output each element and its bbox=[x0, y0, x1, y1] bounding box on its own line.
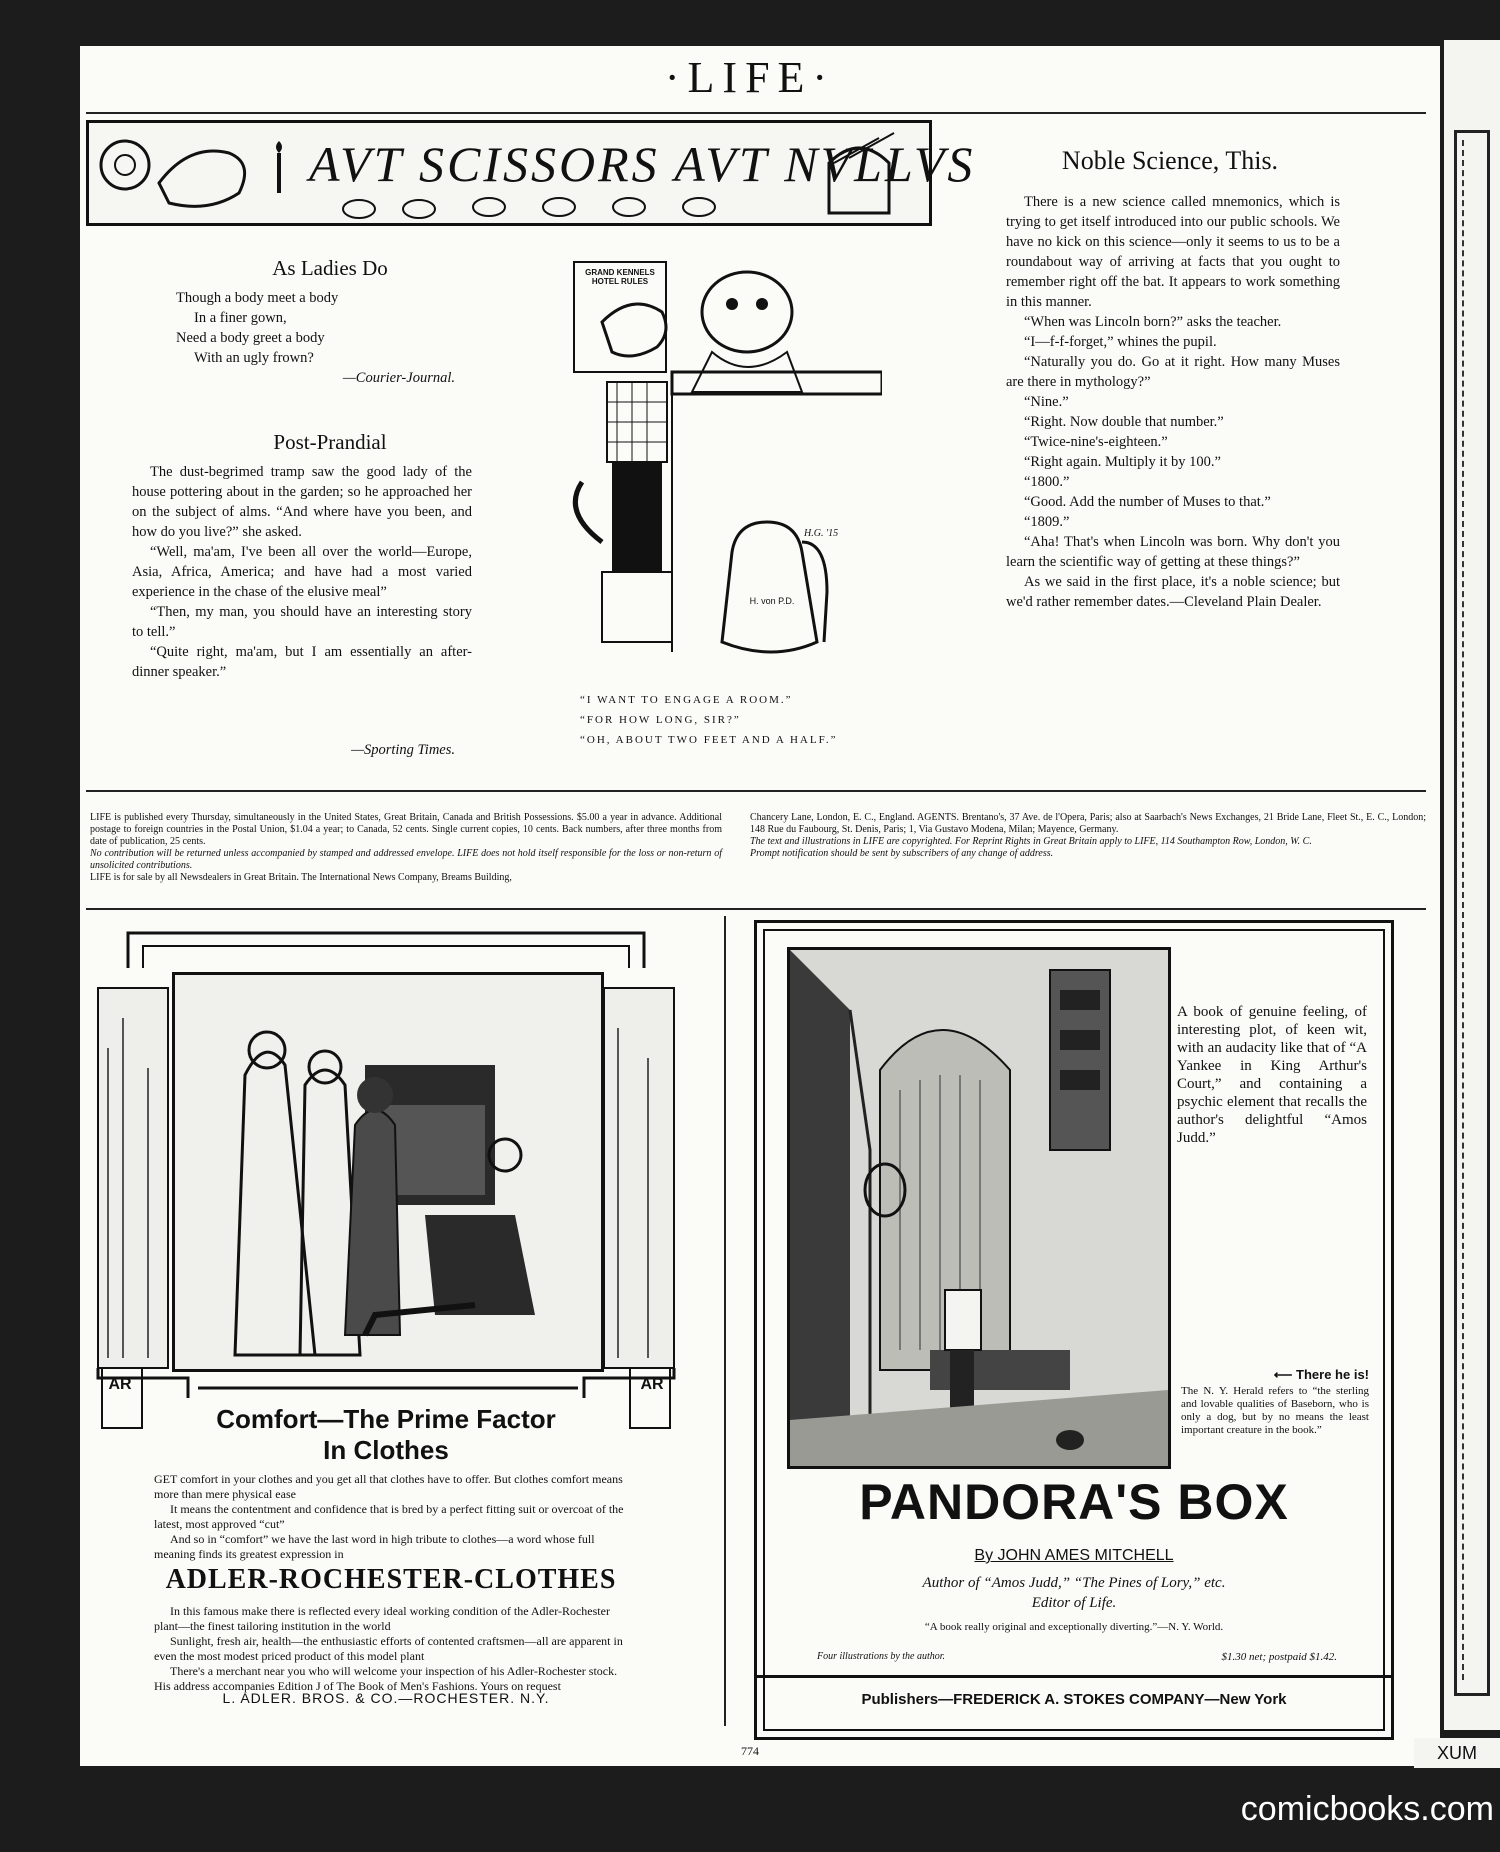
adler-body-bottom: In this famous make there is reflected every ideal working condition of the Adler-Rochester plant—the finest tailoring institution in the world Sunlight, fresh air, health—the enthusiastic efforts of contented craftsmen—all are apparent in even the most modest priced product of this model plant There's a merchant near you who will welcome your inspection of his Adler-Rochester stock. His address accompanies Edition J of The Book of Men's Fashions. Yours on request bbox=[154, 1604, 623, 1693]
adler-monogram-left: AR bbox=[108, 1376, 132, 1393]
men-in-clothes-illustration-icon bbox=[175, 975, 601, 1369]
publisher-rule bbox=[757, 1675, 1391, 1678]
study-room-illustration-icon bbox=[790, 950, 1168, 1466]
column-divider bbox=[724, 916, 726, 1726]
adler-rochester-ad bbox=[88, 928, 684, 1718]
ladies-title: As Ladies Do bbox=[272, 256, 388, 280]
adler-headline: Comfort—The Prime Factor In Clothes bbox=[216, 1404, 556, 1465]
prandial-body: The dust-begrimed tramp saw the good lady of the house pottering about in the garden; so he approached her on the subject of alms. “And where have you been, and how do you live?” she asked. “Well, ma'am, I've been all over the world—Europe, Asia, Africa, America; and have had a most varied experience in the chase of the elusive meal” “Then, my man, you should have an interesting story to tell.” “Quite right, ma'am, but I am essentially an after-dinner speaker.” bbox=[132, 464, 472, 680]
masthead-rule bbox=[86, 112, 1426, 114]
dog-hotel-cartoon bbox=[562, 252, 882, 672]
adler-illustration bbox=[172, 972, 604, 1372]
ladies-source: —Courier-Journal. bbox=[342, 370, 455, 386]
bag-label: H. von P.D. bbox=[749, 596, 795, 606]
pandora-byline: By JOHN AMES MITCHELL bbox=[974, 1547, 1174, 1564]
watermark: comicbooks.com bbox=[1240, 1790, 1494, 1828]
ladies-poem: Though a body meet a body In a finer gown, Need a body greet a body With an ugly frown? bbox=[176, 290, 339, 366]
herald-note: The N. Y. Herald refers to “the sterling and lovable qualities of Baseborn, who is only a dog, but by no means the least important creature in the book.” bbox=[1181, 1385, 1369, 1436]
adjacent-page-edge bbox=[1444, 40, 1500, 1730]
pandora-illustration bbox=[787, 947, 1171, 1469]
notice-left: LIFE is published every Thursday, simultaneously in the United States, Great Britain, Canada and British Possessions. $5.00 a year in advance. Additional postage to foreign countries in the Postal Union, $1.04 a year; to Canada, 52 cents. Single current copies, 10 cents. Back numbers, after three months from date of publication, 25 cents. No contribution will be returned unless accompanied by stamped and addressed envelope. LIFE does not hold itself responsible for the loss or non-return of unsolicited contributions. LIFE is for sale by all Newsdealers in Great Britain. The International News Company, Breams Building, bbox=[90, 812, 722, 883]
page-number: 774 bbox=[741, 1744, 759, 1758]
adler-monogram-right: AR bbox=[640, 1376, 664, 1393]
adler-body-top: GET comfort in your clothes and you get all that clothes have to offer. But clothes comfort means more than mere physical ease It means the contentment and confidence that is bred by a perfect fitting suit or overcoat of the latest, most approved “cut” And so in “comfort” we have the last word in high tribute to clothes—a word whose full meaning finds its greatest expression in bbox=[154, 1472, 624, 1561]
banner-title: AVT SCISSORS AVT NVLLVS bbox=[309, 136, 976, 192]
notice-right: Chancery Lane, London, E. C., England. AGENTS. Brentano's, 37 Ave. de l'Opera, Paris; also at Saarbach's News Exchanges, 21 Bride Lane, Fleet St., E. C., London; 148 Rue du Faubourg, St. Denis, Paris; 1, Via Gustavo Modena, Milan; Mayence, Germany. The text and illustrations in LIFE are copyrighted. For Reprint Rights in Great Britain apply to LIFE, 114 Southampton Row, London, W. C. Prompt notification should be sent by subscribers of any change of address. bbox=[750, 812, 1426, 859]
pandora-illustrations-note: Four illustrations by the author. bbox=[817, 1651, 946, 1662]
section-banner bbox=[86, 120, 976, 226]
adler-brand: ADLER-ROCHESTER-CLOTHES bbox=[165, 1564, 617, 1595]
notice-rule-top bbox=[86, 790, 1426, 792]
artist-mark: H.G. '15 bbox=[804, 528, 839, 539]
pandora-title: PANDORA'S BOX bbox=[859, 1474, 1289, 1530]
there-he-is: ⟵ There he is! bbox=[1273, 1367, 1369, 1382]
masthead: ·LIFE· bbox=[664, 53, 836, 102]
pandoras-box-ad bbox=[754, 920, 1394, 1740]
pandora-blurb: A book of genuine feeling, of interesting plot, of keen wit, with an audacity like that of “A Yankee in King Arthur's Court,” and containing a psychic element that recalls the author's delightful “Amos Judd.” bbox=[1177, 1004, 1367, 1146]
cartoon-drawing-icon bbox=[562, 252, 882, 672]
pandora-price: $1.30 net; postpaid $1.42. bbox=[1221, 1651, 1337, 1663]
noble-body: There is a new science called mnemonics, which is trying to get itself introduced into our public schools. We have no kick on this science—only it seems to us to be a roundabout way of arriving at facts that you ought to remember right off the bat. It appears to work something in this manner. “When was Lincoln born?” asks the teacher. “I—f-f-forget,” whines the pupil. “Naturally you do. Go at it right. How many Muses are there in mythology?” “Nine.” “Right. Now double that number.” “Twice-nine's-eighteen.” “Right again. Multiply it by 100.” “1800.” “Good. Add the number of Muses to that.” “1809.” “Aha! That's when Lincoln was born. Why don't you learn the scientific way of getting at these things?” As we said in the first place, it's a noble science; but we'd rather remember dates.—Cleveland Plain Dealer. bbox=[1006, 194, 1340, 610]
cartoon-caption: “I WANT TO ENGAGE A ROOM.” “FOR HOW LONG, SIR?” “OH, ABOUT TWO FEET AND A HALF.” bbox=[580, 694, 838, 746]
notice-rule-bottom bbox=[86, 908, 1426, 910]
pandora-quote: “A book really original and exceptionally diverting.”—N. Y. World. bbox=[924, 1621, 1224, 1633]
pandora-credits: Author of “Amos Judd,” “The Pines of Lory,” etc. Editor of Life. bbox=[922, 1575, 1226, 1611]
adler-footer: L. ADLER. BROS. & CO.—ROCHESTER. N.Y. bbox=[222, 1690, 550, 1706]
source-tag: XUM bbox=[1414, 1738, 1500, 1768]
pandora-publisher: Publishers—FREDERICK A. STOKES COMPANY—New York bbox=[861, 1691, 1287, 1708]
arrow-left-icon: ⟵ bbox=[1273, 1367, 1293, 1382]
prandial-title: Post-Prandial bbox=[273, 430, 387, 454]
prandial-source: —Sporting Times. bbox=[351, 742, 455, 758]
noble-title: Noble Science, This. bbox=[1061, 146, 1279, 175]
cartoon-sign: GRAND KENNELS HOTEL RULES bbox=[585, 268, 655, 286]
